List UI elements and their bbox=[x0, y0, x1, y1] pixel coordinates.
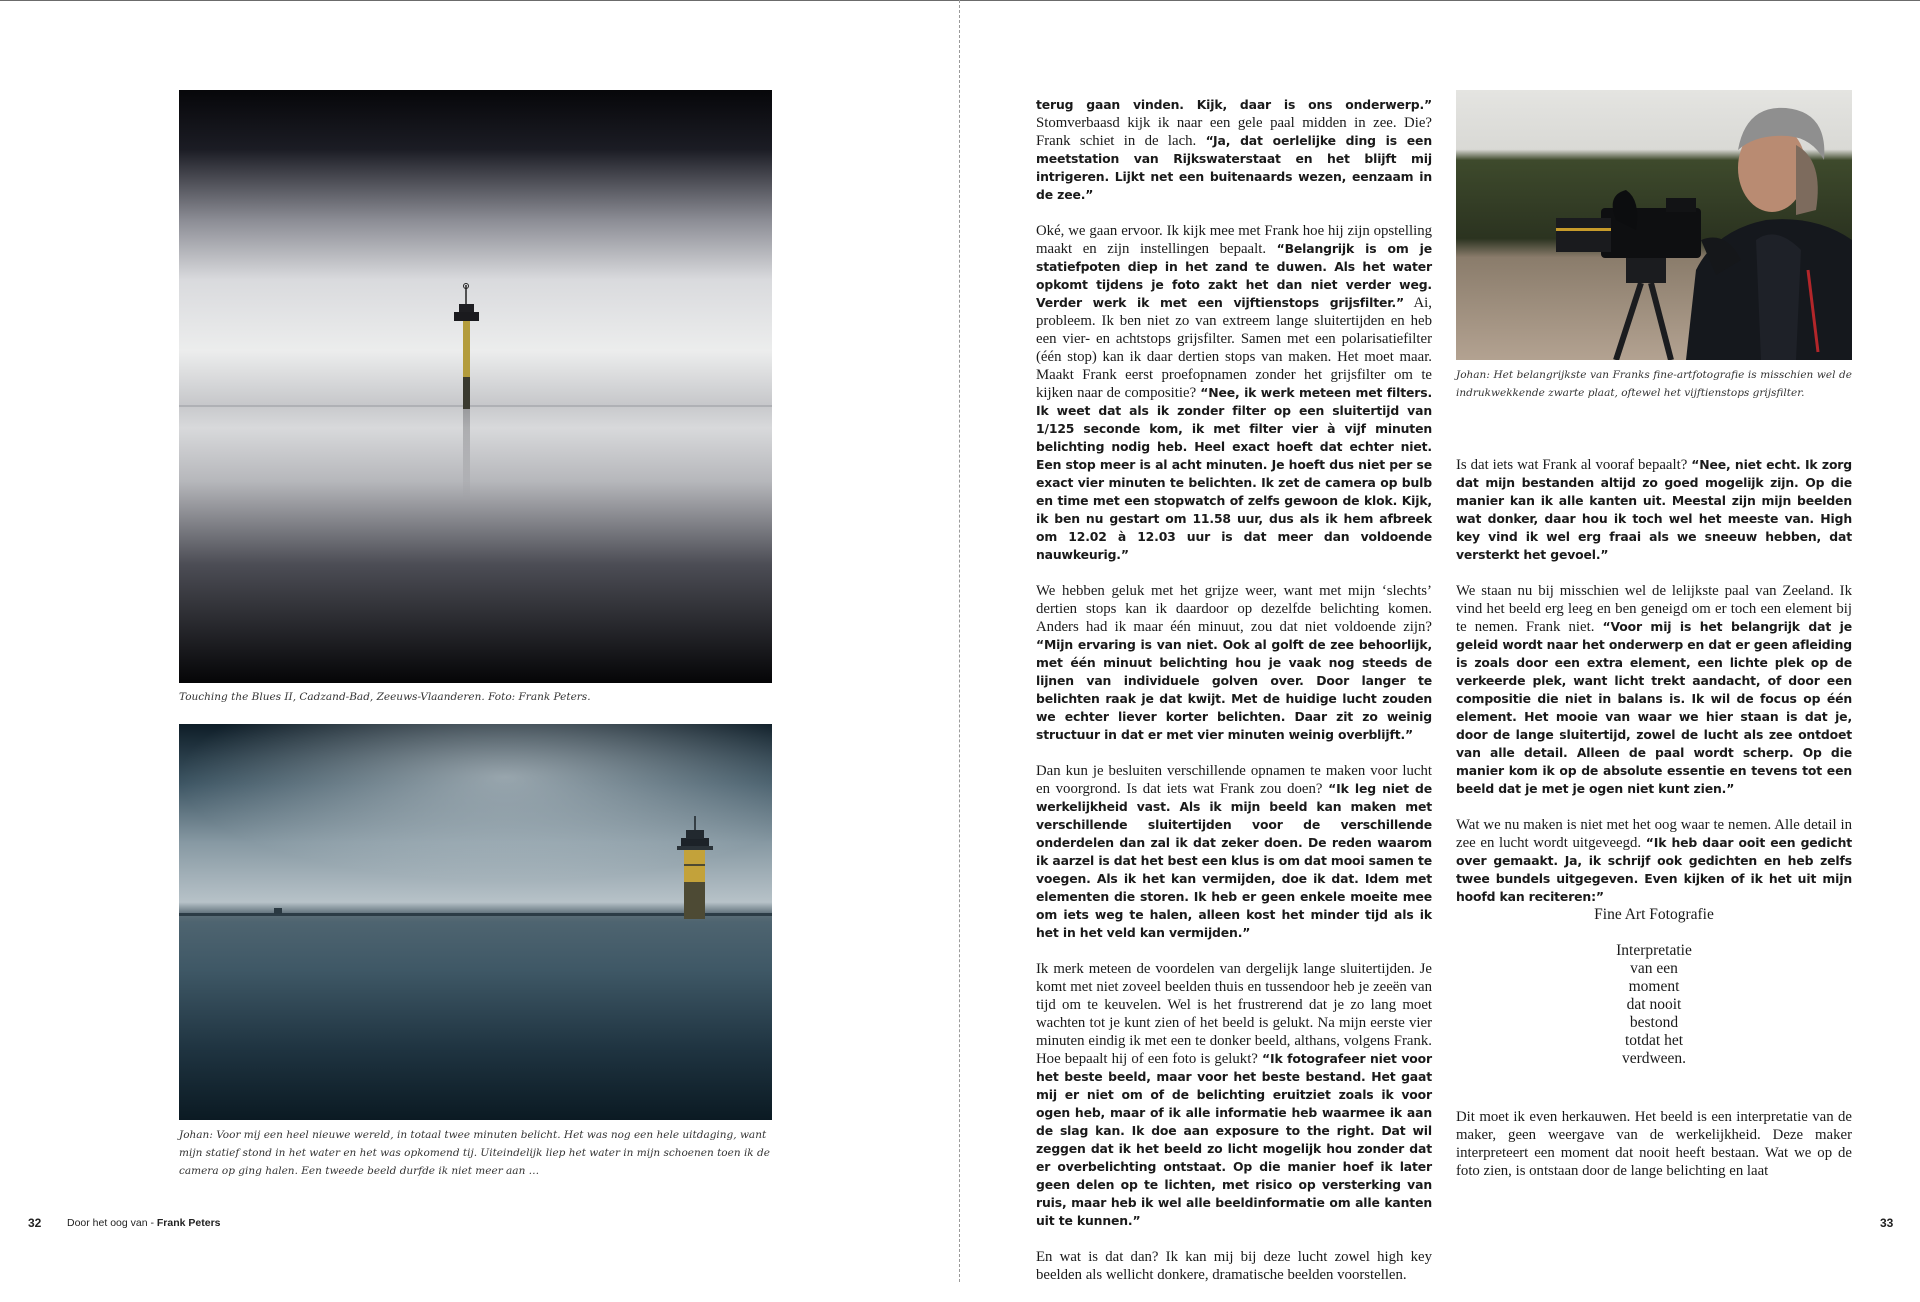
poem-line: van een bbox=[1630, 960, 1678, 977]
poem-title: Fine Art Fotografie bbox=[1594, 906, 1714, 923]
photo-caption-2: Johan: Voor mij een heel nieuwe wereld, in totaal twee minuten belicht. Het was nog een hele uitdaging, want mijn statief stond in het water en het was opkomend tij. Uiteindelijk liep het water in mijn schoenen toen ik de camera op ging halen. Een tweede beeld durfde ik niet meer aan … bbox=[179, 1129, 770, 1177]
paragraph: terug gaan vinden. Kijk, daar is ons onderwerp.” Stomverbaasd kijk ik naar een gele paal midden in zee. Die? Frank schiet in de lach. “Ja, dat oerlelijke ding is een meetstation van Rijkswaterstaat en het blijft mij intrigeren. Lijkt net een buitenaards wezen, eenzaam in de zee.” bbox=[1036, 97, 1432, 202]
article-column-2-end bbox=[1456, 1108, 1852, 1198]
paragraph: We staan nu bij misschien wel de lelijkste paal van Zeeland. Ik vind het beeld erg leeg en ben geneigd om er toch een element bij te nemen. Frank niet. “Voor mij is het belangrijk dat je geleid wordt naar het onderwerp en dat er geen afleiding is zoals door een extra element, een lichte plek op de verkeerde plek, want licht trekt aandacht, of door een compositie die niet in balans is. Ik wil de focus op één element. Het mooie van waar we hier staan is dat je, door de lange sluitertijd, zowel de lucht als zee ontdoet van alle detail. Alleen de paal wordt scherp. Op die manier kom ik op de absolute essentie en tevens tot een beeld dat je met je ogen niet kunt zien.” bbox=[1456, 583, 1852, 796]
page-number-left: 32 bbox=[28, 1216, 42, 1230]
page-number-right: 33 bbox=[1880, 1216, 1894, 1230]
poem-line: Interpretatie bbox=[1616, 942, 1692, 959]
footer-author: Frank Peters bbox=[156, 1217, 221, 1229]
paragraph: Ik merk meteen de voordelen van dergelijk lange sluitertijden. Je komt met niet zoveel beelden thuis en tussendoor heb je zeeën van tijd om te keuvelen. Wel is het frustrerend dat je zo lang moet wachten tot je kunt zien of het beeld is gelukt. Na mijn eerste vier minuten eindig ik met een te donker beeld, althans, volgens Frank. Hoe bepaalt hij of een foto is gelukt? “Ik fotografeer niet voor het beste beeld, maar voor het beste bestand. Het gaat mij er niet om of de belichting eruitziet zoals ik voor ogen heb, maar of ik alle informatie heb waarmee ik aan de slag kan. Ik doe aan exposure to the right. Dat wil zeggen dat ik het beeld zo licht mogelijk hou zonder dat er overbelichting ontstaat. Op die manier hoef ik later geen delen op te lichten, met risico op versterking van ruis, maar heb ik wel alle beeldinformatie om alle kanten uit te kunnen.” bbox=[1036, 961, 1432, 1228]
photo-buoy-long-exposure bbox=[179, 724, 772, 1120]
poem-line: dat nooit bbox=[1626, 996, 1682, 1013]
paragraph: Wat we nu maken is niet met het oog waar te nemen. Alle detail in zee en lucht wordt uitgeveegd. “Ik heb daar ooit een gedicht over gemaakt. Ja, ik schrijf ook gedichten en heb zelfs twee bundels uitgegeven. Even kijken of ik het uit mijn hoofd kan reciteren:” bbox=[1456, 817, 1853, 904]
poem-line: moment bbox=[1628, 978, 1680, 995]
footer-series: Door het oog van - bbox=[67, 1217, 154, 1229]
paragraph: We hebben geluk met het grijze weer, want met mijn ‘slechts’ dertien stops kan ik daardoor op dezelfde belichting komen. Anders had ik maar één minuut, zou dat niet voldoende zijn? “Mijn ervaring is van niet. Ook al golft de zee behoorlijk, met één minuut belichting hou je vaak nog steeds de lijnen van individuele golven over. Door langer te belichten raak je dat kwijt. Met de huidige lucht zouden we echter liever korter belichten. Daar zit zo weinig structuur in dat er met vier minuten weinig overblijft.” bbox=[1036, 583, 1432, 742]
running-footer bbox=[67, 1217, 221, 1229]
top-rule bbox=[0, 0, 1920, 1]
photo-photographer-johan bbox=[1456, 90, 1852, 360]
right-footer bbox=[1880, 1216, 1893, 1230]
paragraph: En wat is dat dan? Ik kan mij bij deze lucht zowel high key beelden als wellicht donkere, dramatische beelden voorstellen. bbox=[1036, 1249, 1432, 1283]
article-column-1 bbox=[1036, 96, 1432, 1302]
left-footer bbox=[28, 1216, 41, 1230]
paragraph: Dan kun je besluiten verschillende opnamen te maken voor lucht en voorgrond. Is dat iets wat Frank zou doen? “Ik leg niet de werkelijkheid vast. Als ik mijn beeld kan maken met verschillende sluitertijden voor de verschillende onderdelen dan zal ik dat zeker doen. De reden waarom ik aarzel is dat het best een klus is om dat mooi samen te voegen. Als ik het kan vermijden, doe ik dat. Idem met elementen die storen. Ik heb er geen enkele moeite mee om iets weg te halen, alleen kost het minder tijd als ik het in het veld kan vermijden.” bbox=[1036, 763, 1433, 940]
poem-line: totdat het bbox=[1624, 1032, 1684, 1049]
paragraph: Is dat iets wat Frank al vooraf bepaalt? “Nee, niet echt. Ik zorg dat mijn bestanden altijd zo goed mogelijk zijn. Op die manier kan ik alle kanten uit. Meestal zijn mijn beelden wat donker, daar hou ik toch wel het meeste van. High key vind ik wel erg fraai als we sneeuw hebben, dat versterkt het gevoel.” bbox=[1456, 457, 1852, 562]
photo-caption-3: Johan: Het belangrijkste van Franks fine-artfotografie is misschien wel de indrukwekkende zwarte plaat, oftewel het vijftienstops grijsfilter. bbox=[1456, 369, 1852, 399]
photo-touching-the-blues bbox=[179, 90, 772, 683]
page-spine bbox=[959, 0, 960, 1282]
paragraph: Dit moet ik even herkauwen. Het beeld is een interpretatie van de maker, geen weergave van de werkelijkheid. Deze maker interpreteert een moment dat nooit heeft bestaan. Wat we op de foto zien, is ontstaan door de lange belichting en laat bbox=[1456, 1109, 1852, 1179]
poem-line: bestond bbox=[1629, 1014, 1679, 1031]
poem bbox=[1456, 906, 1852, 1068]
paragraph: Oké, we gaan ervoor. Ik kijk mee met Frank hoe hij zijn opstelling maakt en zijn instellingen bepaalt. “Belangrijk is om je statiefpoten diep in het zand te duwen. Als het water opkomt tijdens je foto zakt het dan niet verder weg. Verder werk ik met een vijftienstops grijsfilter.” Ai, probleem. Ik ben niet zo van extreem lange sluitertijden en heb een vier- en achtstops grijsfilter. Samen met een polarisatiefilter (één stop) kan ik daar dertien stops van maken. Het moet maar. Maakt Frank eerst proefopnamen zonder het grijsfilter om te kijken naar de compositie? “Nee, ik werk meteen met filters. Ik weet dat als ik zonder filter op een sluitertijd van 1/125 seconde kom, ik met filter vier à vijf minuten belichting nodig heb. Heel exact hoeft dat echter niet. Een stop meer is al acht minuten. Je hoeft dus niet per se exact vier minuten te belichten. Ik zet de camera op bulb en time met een stopwatch of zelfs gewoon de klok. Kijk, ik ben nu gestart om 11.58 uur, dus als ik hem afbreek om 12.02 à 12.03 uur is dat meer dan voldoende nauwkeurig.” bbox=[1036, 223, 1433, 562]
article-column-2 bbox=[1456, 456, 1852, 924]
poem-line: verdween. bbox=[1621, 1050, 1687, 1067]
photo-caption-1: Touching the Blues II, Cadzand-Bad, Zeeuws-Vlaanderen. Foto: Frank Peters. bbox=[179, 691, 591, 703]
